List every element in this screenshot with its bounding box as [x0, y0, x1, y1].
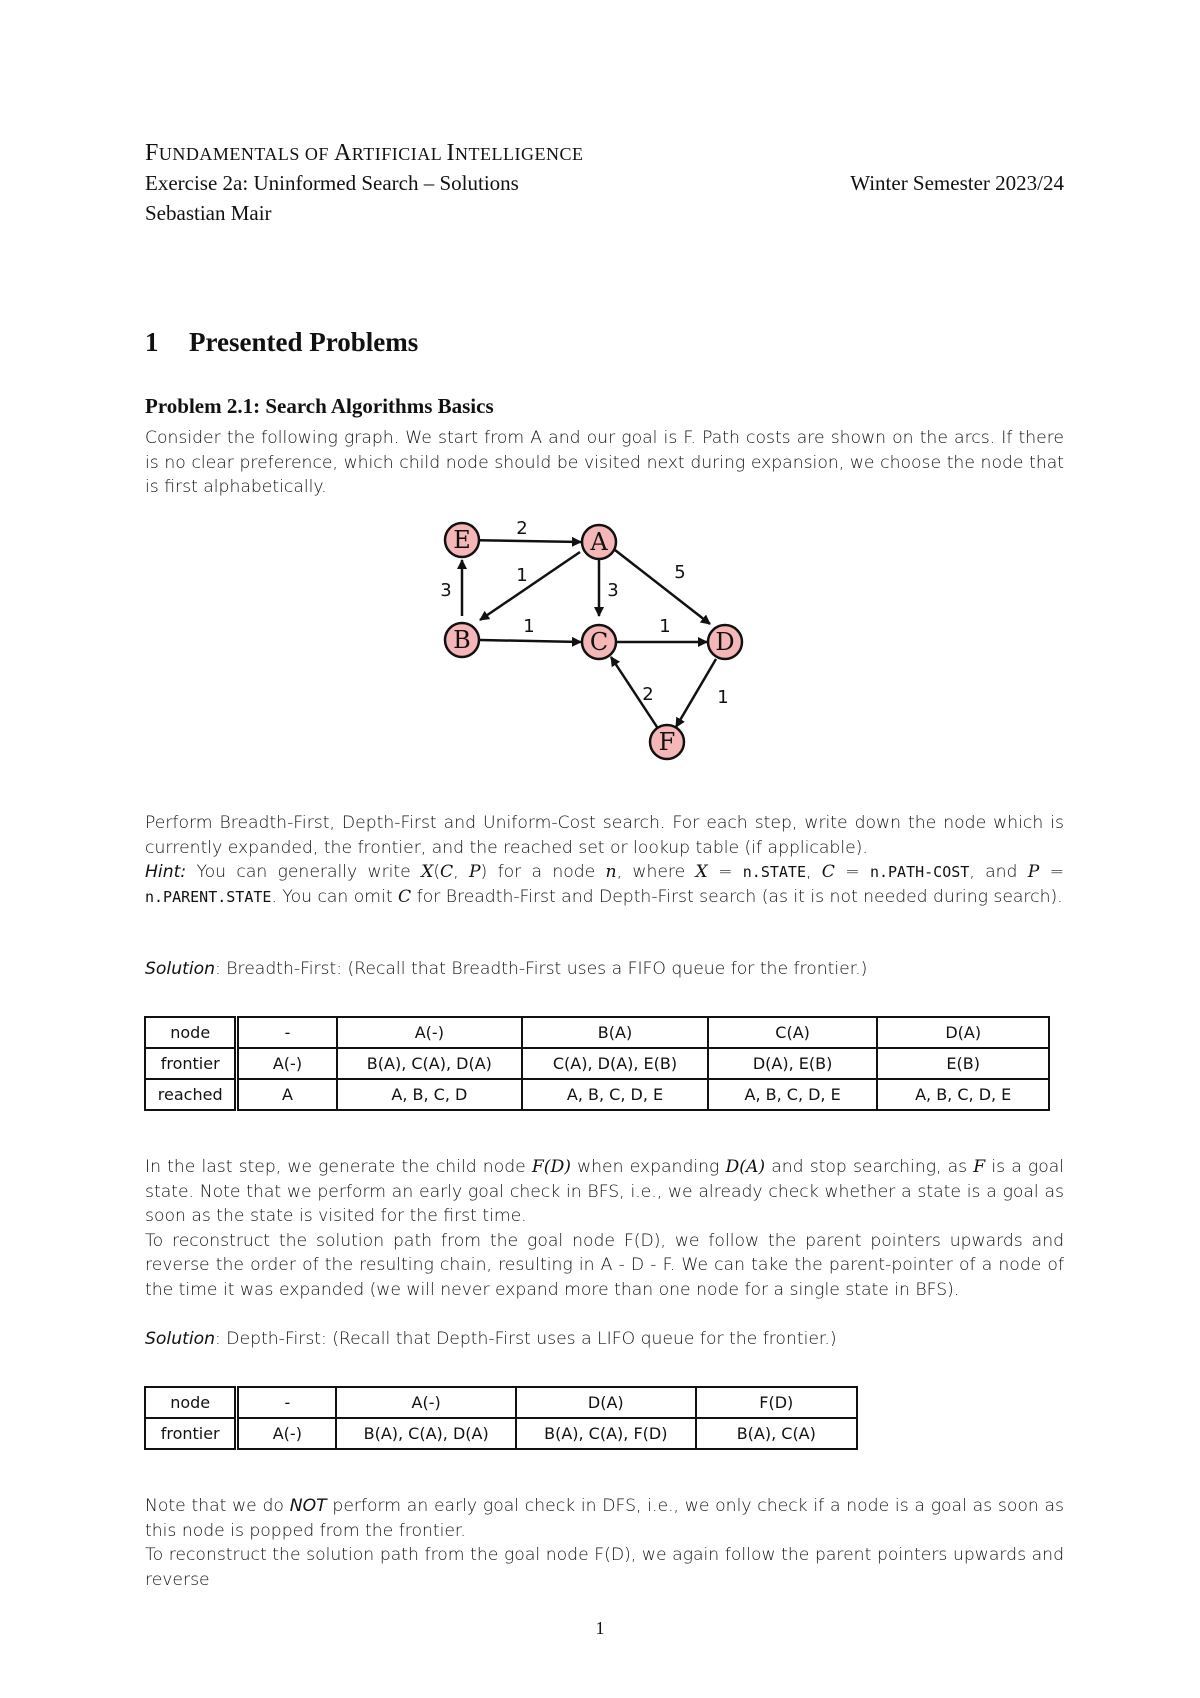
table-row	[145, 1017, 1049, 1048]
table-cell: -	[237, 1387, 337, 1418]
table-cell: B(A), C(A), F(D)	[516, 1418, 696, 1449]
table-cell: A	[237, 1079, 337, 1110]
table-cell: A(-)	[336, 1387, 516, 1418]
node-label-D: D	[715, 628, 735, 656]
table-cell: D(A)	[516, 1387, 696, 1418]
node-label-E: E	[453, 526, 471, 554]
table-cell: B(A)	[522, 1017, 708, 1048]
hint-label: Hint:	[145, 862, 187, 882]
node-label-F: F	[658, 728, 676, 756]
table-cell: B(A), C(A)	[696, 1418, 857, 1449]
table-cell: F(D)	[696, 1387, 857, 1418]
cost-B-E: 3	[440, 580, 452, 601]
table-cell: E(B)	[877, 1048, 1049, 1079]
node-label-A: A	[590, 528, 608, 556]
table-cell: A, B, C, D, E	[877, 1079, 1049, 1110]
semester: Winter Semester 2023/24	[850, 171, 1064, 195]
table-cell: C(A)	[708, 1017, 878, 1048]
search-graph	[430, 516, 770, 776]
dfs-table	[144, 1386, 858, 1450]
table-cell: D(A)	[877, 1017, 1049, 1048]
section-title: Presented Problems	[189, 327, 419, 357]
table-cell: B(A), C(A), D(A)	[337, 1048, 523, 1079]
dfs-solution-line: Solution: Depth-First: (Recall that Depth-First uses a LIFO queue for the frontier.)	[145, 1329, 837, 1349]
bfs-table	[144, 1016, 1050, 1111]
edge-A-B	[480, 552, 580, 620]
cost-F-C: 2	[642, 684, 654, 705]
table-cell: -	[237, 1017, 337, 1048]
problem-title: Problem 2.1: Search Algorithms Basics	[145, 394, 494, 418]
edge-D-F	[676, 659, 716, 727]
table-cell: A, B, C, D	[337, 1079, 523, 1110]
task-text: Perform Breadth-First, Depth-First and Uniform-Cost search. For each step, write down the node which is currently expanded, the frontier, and the reached set or lookup table (if applicable). Hint: You can generally write X(C, P) for a node n, where X = n.STATE, C = n.PATH-COST, and P = n.PARENT.STATE. You can omit C for Breadth-First and Depth-First search (as it is not needed during search).	[145, 813, 1065, 907]
page-number: 1	[595, 1618, 605, 1638]
cost-C-D: 1	[659, 616, 671, 637]
table-row	[145, 1079, 1049, 1110]
problem-intro: Consider the following graph. We start from A and our goal is F. Path costs are shown on the arcs. If there is no clear preference, which child node should be visited next during expansion, we choose the node that is first alphabetically.	[145, 428, 1064, 497]
section-heading	[145, 327, 418, 358]
cost-A-D: 5	[674, 562, 686, 583]
table-row	[145, 1418, 857, 1449]
bfs-explanation: In the last step, we generate the child node F(D) when expanding D(A) and stop searching, as F is a goal state. Note that we perform an early goal check in BFS, i.e., we already check whether a state is a goal as soon as the state is visited for the first time. To reconstruct the solution path from the goal node F(D), we follow the parent pointers upwards and reverse the order of the resulting chain, resulting in A - D - F. We can take the parent-pointer of a node of the time it was expanded (we will never expand more than one node for a single state in BFS).	[145, 1157, 1065, 1300]
table-cell: A, B, C, D, E	[522, 1079, 708, 1110]
bfs-solution-line: Solution: Breadth-First: (Recall that Breadth-First uses a FIFO queue for the frontier.)	[145, 959, 868, 979]
node-label-B: B	[453, 626, 471, 654]
section-number: 1	[145, 327, 159, 357]
edge-B-C	[480, 640, 581, 642]
cost-A-C: 3	[607, 580, 619, 601]
author: Sebastian Mair	[145, 201, 272, 225]
exercise-title: Exercise 2a: Uninformed Search – Solutions	[145, 171, 519, 195]
dfs-row-head: node	[145, 1387, 237, 1418]
bfs-row-head: node	[145, 1017, 237, 1048]
table-cell: C(A), D(A), E(B)	[522, 1048, 708, 1079]
table-cell: D(A), E(B)	[708, 1048, 878, 1079]
table-cell: A, B, C, D, E	[708, 1079, 878, 1110]
edge-E-A	[463, 540, 581, 542]
cost-A-B: 1	[516, 565, 528, 586]
table-row	[145, 1387, 857, 1418]
bfs-row-head: reached	[145, 1079, 237, 1110]
table-cell: A(-)	[237, 1048, 337, 1079]
node-label-C: C	[589, 628, 609, 656]
table-cell: A(-)	[337, 1017, 523, 1048]
dfs-row-head: frontier	[145, 1418, 237, 1449]
bfs-row-head: frontier	[145, 1048, 237, 1079]
table-cell: A(-)	[237, 1418, 337, 1449]
cost-B-C: 1	[523, 616, 535, 637]
cost-D-F: 1	[717, 687, 729, 708]
cost-E-A: 2	[516, 518, 528, 539]
table-row	[145, 1048, 1049, 1079]
table-cell: B(A), C(A), D(A)	[336, 1418, 516, 1449]
dfs-explanation: Note that we do NOT perform an early goal check in DFS, i.e., we only check if a node is a goal as soon as this node is popped from the frontier. To reconstruct the solution path from the goal node F(D), we again follow the parent pointers upwards and reverse	[145, 1496, 1065, 1590]
edge-A-D	[615, 550, 710, 624]
course-title: FUNDAMENTALS OF ARTIFICIAL INTELLIGENCE	[145, 140, 584, 166]
